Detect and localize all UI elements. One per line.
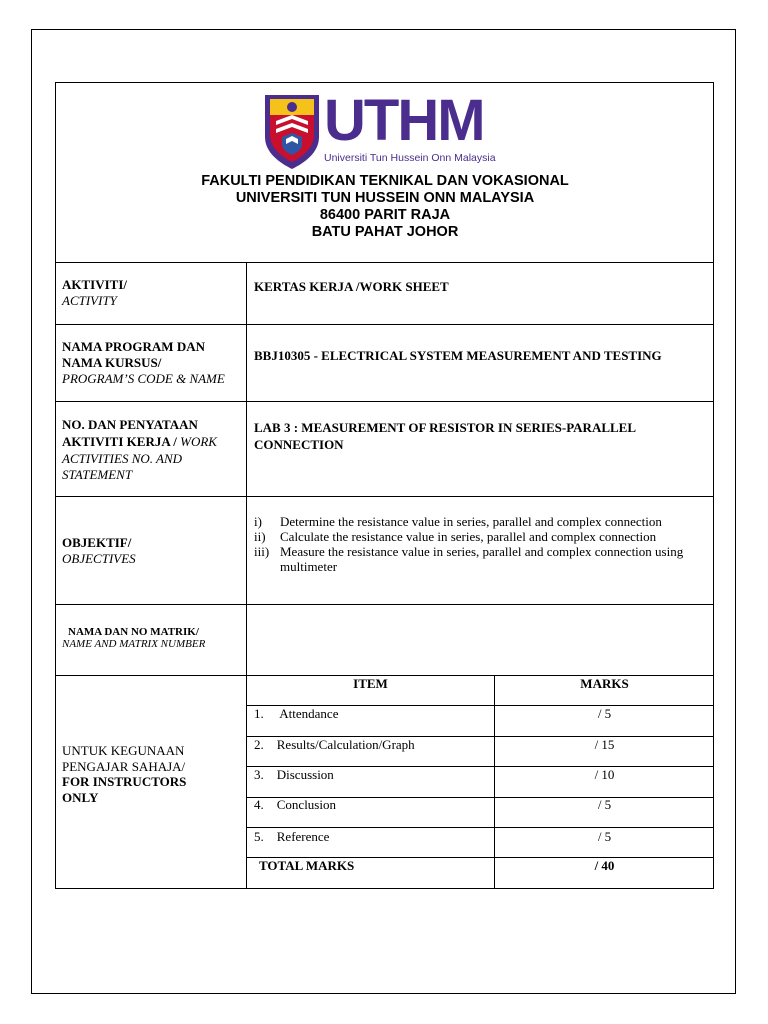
program-value: BBJ10305 - ELECTRICAL SYSTEM MEASUREMENT AND TESTING [254, 348, 662, 363]
marks-header-item: ITEM [353, 676, 388, 691]
objectives-label-italic: OBJECTIVES [62, 551, 136, 566]
uthm-logo [264, 88, 500, 171]
program-label-bold-1: NAMA PROGRAM DAN [62, 339, 205, 354]
statement-value-line-1: LAB 3 : MEASUREMENT OF RESISTOR IN SERIES-PARALLEL [254, 420, 637, 435]
row-divider [55, 262, 714, 263]
university-name: UNIVERSITI TUN HUSSEIN ONN MALAYSIA [235, 190, 535, 206]
marks-row-value: / 10 [594, 767, 615, 782]
faculty-name: FAKULTI PENDIDIKAN TEKNIKAL DAN VOKASIONAL [201, 173, 569, 189]
activity-label [62, 277, 127, 309]
logo-tagline: Universiti Tun Hussein Onn Malaysia [324, 152, 496, 164]
row-divider [55, 496, 714, 497]
program-label [62, 339, 225, 387]
marks-row-item: 4. Conclusion [254, 797, 336, 812]
total-marks-value: / 40 [594, 858, 615, 873]
marks-row-item: 1. Attendance [254, 706, 339, 721]
activity-value: KERTAS KERJA /WORK SHEET [254, 279, 449, 294]
marks-row-value: / 5 [597, 797, 612, 812]
marks-row-item: 3. Discussion [254, 767, 334, 782]
postcode-town: 86400 PARIT RAJA [319, 207, 451, 223]
statement-value-line-2: CONNECTION [254, 437, 344, 452]
objectives-label-bold: OBJEKTIF/ [62, 535, 132, 550]
instructor-label-bold-1: FOR INSTRUCTORS [62, 774, 187, 789]
total-marks-label: TOTAL MARKS [259, 858, 355, 873]
logo-wordmark: UTHM [324, 88, 484, 153]
activity-label-italic: ACTIVITY [62, 293, 117, 308]
marks-row-item: 5. Reference [254, 829, 330, 844]
objective-item [254, 529, 706, 544]
name-matrix-label-italic: NAME AND MATRIX NUMBER [62, 638, 206, 650]
statement-label-italic-3: STATEMENT [62, 467, 133, 482]
statement-label-italic-2: ACTIVITIES NO. AND [62, 451, 183, 466]
row-divider [55, 401, 714, 402]
objective-number: ii) [254, 529, 266, 544]
objective-text: Calculate the resistance value in series, parallel and complex connection [280, 529, 657, 544]
marks-row-value: / 5 [597, 829, 612, 844]
program-label-bold-2: NAMA KURSUS/ [62, 355, 162, 370]
objectives-label [62, 535, 136, 567]
instructor-label-bold-2: ONLY [62, 789, 99, 805]
row-divider [55, 604, 714, 605]
statement-value [254, 419, 636, 453]
marks-row-value: / 15 [594, 737, 615, 752]
marks-row-item: 2. Results/Calculation/Graph [254, 737, 415, 752]
name-matrix-label [62, 626, 205, 650]
objective-number: iii) [254, 544, 270, 559]
marks-header-marks: MARKS [580, 676, 629, 691]
marks-row-value: / 5 [597, 706, 612, 721]
name-matrix-label-bold: NAMA DAN NO MATRIK/ [68, 626, 199, 638]
marks-row-divider [247, 827, 714, 828]
instructor-label-line-2: PENGAJAR SAHAJA/ [62, 758, 186, 774]
objective-text: Measure the resistance value in series, parallel and complex connection using multimeter [280, 544, 684, 574]
objectives-list [254, 514, 706, 574]
program-label-italic: PROGRAM’S CODE & NAME [62, 371, 225, 386]
instructor-label [62, 743, 186, 805]
objective-item [254, 514, 706, 529]
statement-label-italic-1: WORK [180, 434, 217, 449]
statement-label [62, 417, 217, 483]
district-state: BATU PAHAT JOHOR [311, 224, 459, 240]
objective-number: i) [254, 514, 262, 529]
statement-label-bold-2: AKTIVITI KERJA / [62, 434, 181, 449]
row-divider [55, 324, 714, 325]
objective-item [254, 544, 706, 574]
instructor-label-line-1: UNTUK KEGUNAAN [62, 743, 185, 758]
activity-label-bold: AKTIVITI/ [62, 277, 128, 292]
name-matrix-field[interactable] [254, 614, 704, 668]
column-divider [246, 262, 247, 889]
objective-text: Determine the resistance value in series, parallel and complex connection [280, 514, 662, 529]
statement-label-bold-1: NO. DAN PENYATAAN [62, 417, 198, 432]
